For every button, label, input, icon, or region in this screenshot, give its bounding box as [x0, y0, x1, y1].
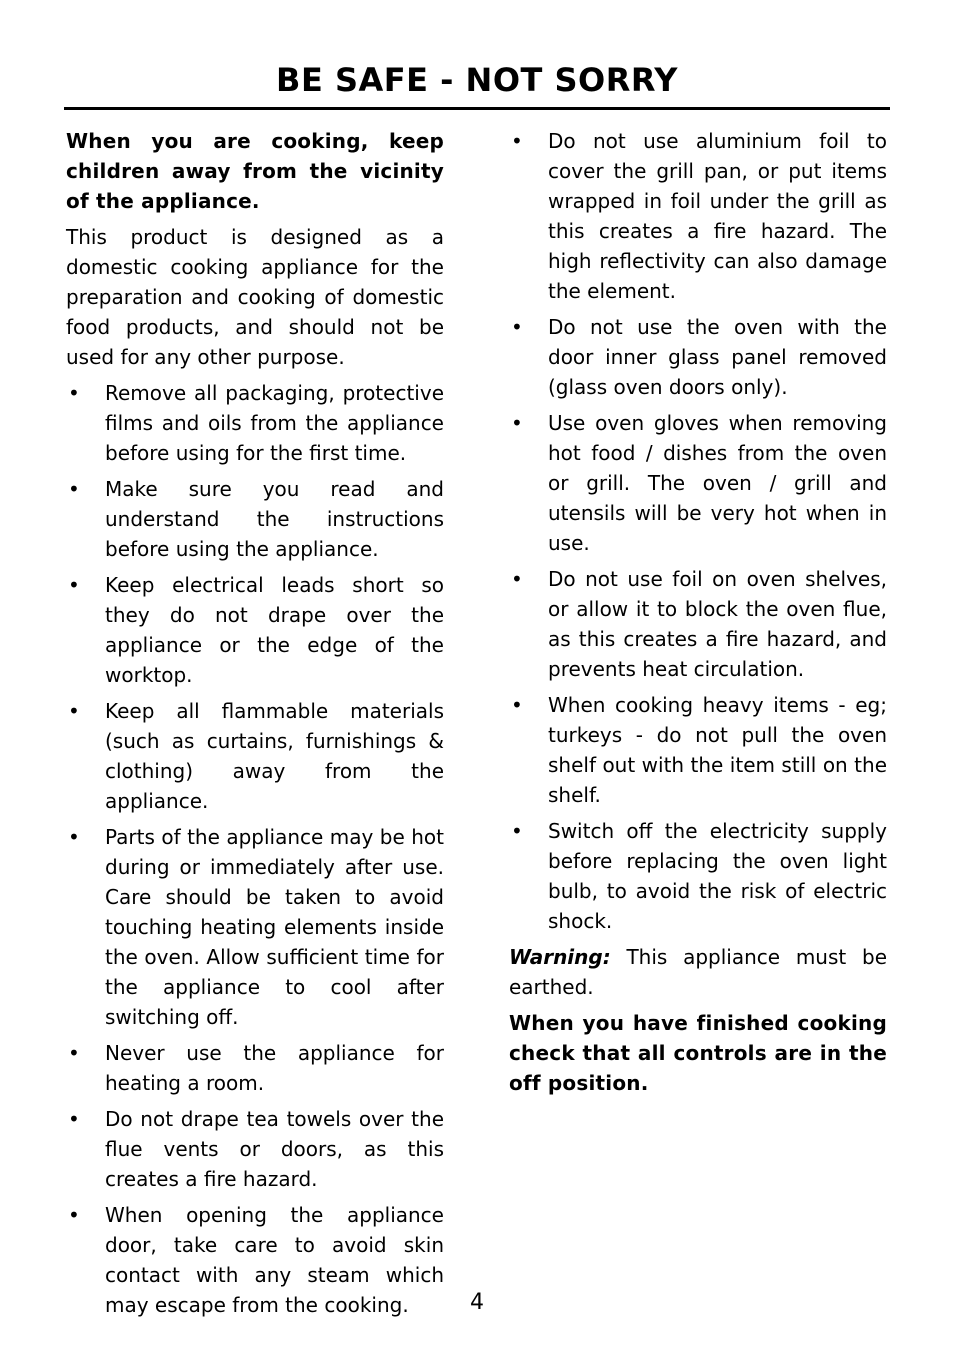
bullet-icon: •	[68, 477, 80, 501]
page-title: BE SAFE - NOT SORRY	[276, 61, 678, 99]
bullet-icon: •	[68, 699, 80, 723]
bullet-icon: •	[511, 819, 523, 843]
list-item	[509, 564, 887, 684]
right-bullet-list	[509, 126, 887, 936]
list-item-text: Switch off the electricity supply before replacing the oven light bulb, to avoid the risk of electric shock.	[548, 819, 887, 933]
list-item-text: Do not use the oven with the door inner glass panel removed (glass oven doors only).	[548, 315, 887, 399]
list-item-text: Never use the appliance for heating a room.	[105, 1041, 444, 1095]
bullet-icon: •	[68, 381, 80, 405]
children-warning-heading: When you are cooking, keep children away from the vicinity of the appliance.	[66, 129, 444, 213]
list-item-text: Do not use aluminium foil to cover the grill pan, or put items wrapped in foil under the grill as this creates a fire hazard. The high reflectivity can also damage the element.	[548, 129, 887, 303]
page-number: 4	[470, 1290, 484, 1315]
list-item-text: Remove all packaging, protective films and oils from the appliance before using for the first time.	[105, 381, 444, 465]
list-item	[66, 474, 444, 564]
list-item	[509, 816, 887, 936]
list-item-text: Parts of the appliance may be hot during or immediately after use. Care should be taken to avoid touching heating elements inside the oven. Allow sufficient time for the appliance to cool after switching off.	[105, 825, 444, 1029]
list-item	[66, 378, 444, 468]
list-item	[66, 696, 444, 816]
list-item-text: Do not drape tea towels over the flue vents or doors, as this creates a fire hazard.	[105, 1107, 444, 1191]
list-item-text: Keep electrical leads short so they do not drape over the appliance or the edge of the worktop.	[105, 573, 444, 687]
list-item-text: When cooking heavy items - eg; turkeys - do not pull the oven shelf out with the item still on the shelf.	[548, 693, 887, 807]
left-bullet-list	[66, 378, 444, 1320]
bullet-icon: •	[511, 129, 523, 153]
earthing-warning	[509, 942, 887, 1002]
bullet-icon: •	[511, 567, 523, 591]
list-item	[509, 408, 887, 558]
list-item	[66, 1104, 444, 1194]
list-item-text: Do not use foil on oven shelves, or allow it to block the oven flue, as this creates a fire hazard, and prevents heat circulation.	[548, 567, 887, 681]
left-column	[66, 126, 444, 1326]
list-item	[66, 570, 444, 690]
warning-label: Warning:	[509, 945, 611, 969]
list-item	[66, 1038, 444, 1098]
list-item	[509, 312, 887, 402]
right-column	[509, 126, 887, 1104]
intended-use-paragraph: This product is designed as a domestic cooking appliance for the preparation and cooking of domestic food products, and should not be used for any other purpose.	[66, 225, 444, 369]
bullet-icon: •	[68, 1203, 80, 1227]
controls-off-notice: When you have finished cooking check that all controls are in the off position.	[509, 1011, 887, 1095]
bullet-icon: •	[68, 1107, 80, 1131]
list-item-text: Keep all flammable materials (such as curtains, furnishings & clothing) away from the appliance.	[105, 699, 444, 813]
bullet-icon: •	[68, 825, 80, 849]
bullet-icon: •	[68, 1041, 80, 1065]
title-divider	[64, 107, 890, 110]
list-item-text: When opening the appliance door, take care to avoid skin contact with any steam which may escape from the cooking.	[105, 1203, 444, 1317]
bullet-icon: •	[511, 411, 523, 435]
bullet-icon: •	[511, 315, 523, 339]
list-item	[66, 822, 444, 1032]
bullet-icon: •	[511, 693, 523, 717]
list-item-text: Make sure you read and understand the instructions before using the appliance.	[105, 477, 444, 561]
list-item-text: Use oven gloves when removing hot food / dishes from the oven or grill. The oven / grill and utensils will be very hot when in use.	[548, 411, 887, 555]
list-item	[509, 126, 887, 306]
bullet-icon: •	[68, 573, 80, 597]
list-item	[509, 690, 887, 810]
warning-text: This appliance must be earthed.	[509, 945, 887, 999]
